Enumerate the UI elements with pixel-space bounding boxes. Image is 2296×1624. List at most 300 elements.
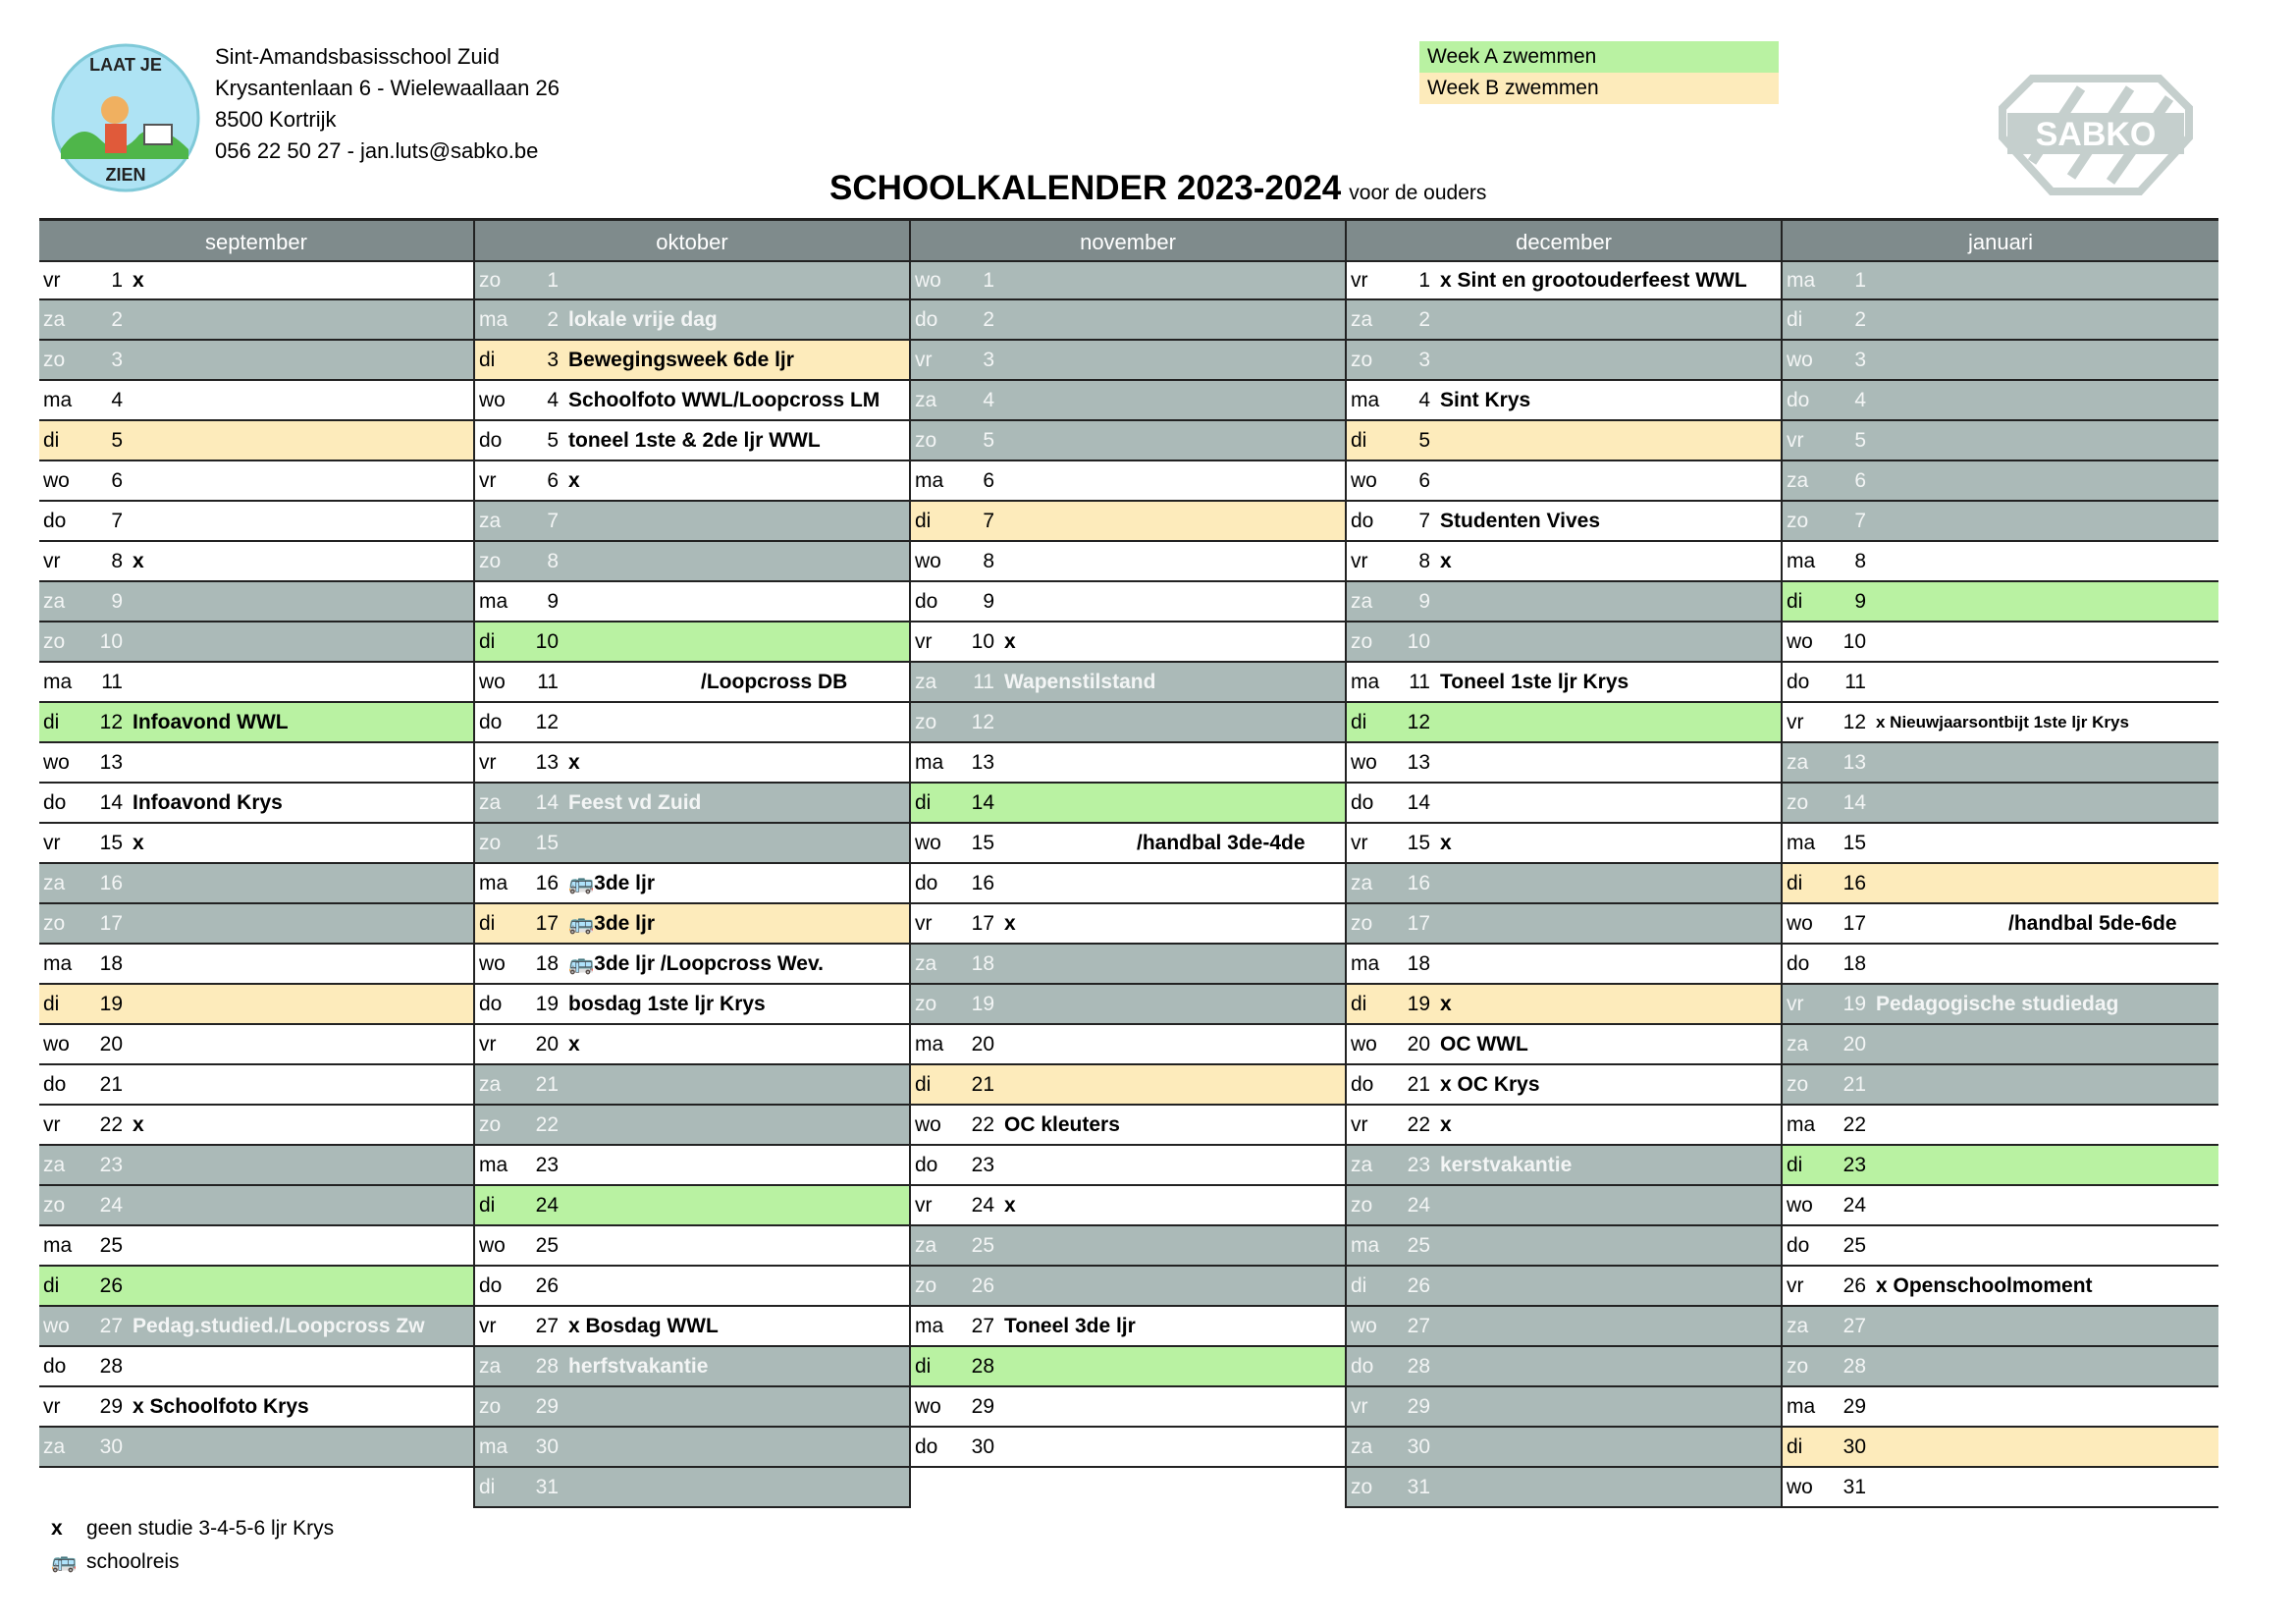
day-number: 5 (983, 428, 994, 452)
day-row (1783, 502, 2218, 542)
day-row (39, 985, 473, 1025)
day-name: di (43, 710, 60, 733)
day-number: 11 (973, 670, 994, 693)
day-row (39, 1347, 473, 1387)
day-event: Bewegingsweek 6de ljr (568, 348, 794, 371)
day-name: zo (1787, 790, 1809, 814)
day-row (475, 945, 909, 985)
day-number: 3 (983, 348, 994, 371)
month-header: november (911, 218, 1345, 260)
day-number: 19 (1407, 992, 1430, 1015)
day-row (911, 1347, 1345, 1387)
day-row (1783, 864, 2218, 904)
day-name: wo (1351, 468, 1377, 492)
day-row (1347, 381, 1781, 421)
day-row (39, 1106, 473, 1146)
day-name: ma (915, 750, 944, 774)
day-row (1783, 784, 2218, 824)
day-row (475, 341, 909, 381)
day-name: do (479, 710, 503, 733)
day-number: 13 (971, 750, 994, 774)
day-name: vr (43, 831, 61, 854)
day-name: zo (915, 710, 937, 733)
day-row (1347, 542, 1781, 582)
day-number: 30 (535, 1435, 559, 1458)
day-name: za (479, 1354, 502, 1378)
day-name: zo (1351, 1193, 1373, 1217)
day-name: di (915, 509, 932, 532)
day-number: 6 (1418, 468, 1430, 492)
day-name: do (43, 790, 67, 814)
school-info (215, 41, 560, 167)
day-number: 29 (535, 1394, 559, 1418)
day-name: ma (1351, 388, 1380, 411)
day-name: vr (479, 1032, 497, 1056)
day-row (475, 1387, 909, 1428)
day-name: ma (43, 670, 73, 693)
day-name: vr (43, 549, 61, 572)
day-number: 27 (535, 1314, 559, 1337)
day-row (1783, 1106, 2218, 1146)
day-number: 14 (971, 790, 994, 814)
day-row (475, 904, 909, 945)
page-title (829, 169, 1486, 208)
day-number: 7 (1418, 509, 1430, 532)
day-name: ma (1787, 831, 1816, 854)
day-number: 9 (111, 589, 123, 613)
day-number: 25 (971, 1233, 994, 1257)
day-row (475, 582, 909, 623)
day-name: za (1351, 307, 1373, 331)
day-number: 26 (99, 1273, 123, 1297)
day-name: wo (915, 268, 941, 292)
day-name: vr (1351, 268, 1368, 292)
day-name: do (1787, 1233, 1810, 1257)
day-name: wo (1787, 629, 1813, 653)
day-name: di (479, 911, 496, 935)
legend (51, 1512, 334, 1579)
day-number: 20 (971, 1032, 994, 1056)
day-name: ma (915, 468, 944, 492)
day-row (1783, 1468, 2218, 1508)
day-number: 18 (1407, 951, 1430, 975)
day-name: zo (479, 1394, 502, 1418)
day-event: x (1004, 629, 1016, 653)
day-row (39, 1065, 473, 1106)
day-number: 22 (1842, 1112, 1866, 1136)
day-row (39, 703, 473, 743)
day-name: wo (915, 831, 941, 854)
day-number: 16 (1407, 871, 1430, 894)
day-number: 11 (1409, 670, 1430, 693)
day-number: 3 (1854, 348, 1866, 371)
day-row (1347, 421, 1781, 461)
day-row (39, 381, 473, 421)
day-row (1347, 945, 1781, 985)
day-row (1347, 1146, 1781, 1186)
day-name: zo (479, 831, 502, 854)
day-row (1783, 1267, 2218, 1307)
day-row (1783, 824, 2218, 864)
day-row (911, 623, 1345, 663)
day-row (1347, 985, 1781, 1025)
day-event: herfstvakantie (568, 1354, 709, 1378)
day-event: 🚌3de ljr (568, 871, 656, 894)
day-name: do (1787, 388, 1810, 411)
day-row (1347, 1468, 1781, 1508)
day-row (475, 1267, 909, 1307)
day-name: zo (1351, 629, 1373, 653)
day-row (1783, 1065, 2218, 1106)
school-city: 8500 Kortrijk (215, 107, 337, 132)
day-name: wo (1787, 1193, 1813, 1217)
day-name: di (1787, 307, 1803, 331)
day-number: 13 (1842, 750, 1866, 774)
day-name: zo (1351, 1475, 1373, 1498)
day-row (1347, 1106, 1781, 1146)
day-name: di (43, 992, 60, 1015)
day-number: 19 (535, 992, 559, 1015)
day-name: zo (43, 629, 66, 653)
day-name: vr (1351, 1394, 1368, 1418)
day-name: zo (1787, 1354, 1809, 1378)
day-name: ma (479, 1153, 508, 1176)
day-event: x (1440, 549, 1452, 572)
day-number: 22 (99, 1112, 123, 1136)
day-name: di (1787, 589, 1803, 613)
day-row (1347, 461, 1781, 502)
day-number: 6 (1854, 468, 1866, 492)
day-name: ma (1351, 670, 1380, 693)
day-name: za (1351, 589, 1373, 613)
day-row (1347, 824, 1781, 864)
day-name: vr (915, 348, 933, 371)
day-number: 14 (535, 790, 559, 814)
day-number: 26 (1407, 1273, 1430, 1297)
day-row (475, 1468, 909, 1508)
day-name: do (915, 1435, 938, 1458)
day-row (911, 1307, 1345, 1347)
day-name: di (479, 629, 496, 653)
day-row (1347, 1387, 1781, 1428)
day-name: vr (915, 911, 933, 935)
day-row (475, 703, 909, 743)
day-number: 6 (111, 468, 123, 492)
day-number: 4 (547, 388, 559, 411)
day-number: 17 (1842, 911, 1866, 935)
day-name: ma (1787, 1394, 1816, 1418)
day-number: 10 (99, 629, 123, 653)
day-name: do (479, 1273, 503, 1297)
day-number: 10 (1842, 629, 1866, 653)
day-name: wo (43, 468, 70, 492)
day-name: wo (915, 549, 941, 572)
day-row (475, 502, 909, 542)
day-name: za (43, 871, 66, 894)
day-number: 13 (99, 750, 123, 774)
day-row (1783, 582, 2218, 623)
day-name: vr (43, 1394, 61, 1418)
day-number: 9 (983, 589, 994, 613)
day-row (475, 864, 909, 904)
day-row (1347, 623, 1781, 663)
day-name: di (915, 790, 932, 814)
day-number: 18 (971, 951, 994, 975)
month-column-oktober (475, 218, 911, 1508)
day-number: 25 (99, 1233, 123, 1257)
day-name: do (43, 1354, 67, 1378)
day-number: 9 (547, 589, 559, 613)
day-number: 16 (535, 871, 559, 894)
day-name: ma (1787, 268, 1816, 292)
day-row (911, 300, 1345, 341)
month-column-september (39, 218, 475, 1508)
day-row (475, 260, 909, 300)
week-a-label: Week A zwemmen (1419, 41, 1779, 73)
day-row (39, 461, 473, 502)
day-name: do (43, 509, 67, 532)
day-name: za (479, 509, 502, 532)
day-name: zo (43, 1193, 66, 1217)
day-row (911, 1025, 1345, 1065)
sabko-logo (1993, 69, 2199, 196)
day-row (911, 864, 1345, 904)
day-row (1347, 864, 1781, 904)
month-header: december (1347, 218, 1781, 260)
day-name: zo (1351, 911, 1373, 935)
day-row (1783, 904, 2218, 945)
day-name: zo (1787, 509, 1809, 532)
day-number: 25 (1407, 1233, 1430, 1257)
day-row (911, 1065, 1345, 1106)
day-number: 15 (971, 831, 994, 854)
day-name: zo (1787, 1072, 1809, 1096)
day-name: za (1351, 1153, 1373, 1176)
day-number: 26 (971, 1273, 994, 1297)
day-number: 2 (1418, 307, 1430, 331)
day-event: 🚌3de ljr /Loopcross Wev. (568, 951, 824, 975)
day-name: za (1787, 1032, 1809, 1056)
day-number: 12 (99, 710, 123, 733)
day-name: ma (479, 589, 508, 613)
day-row (1347, 1226, 1781, 1267)
day-row (39, 1025, 473, 1065)
day-row (1783, 381, 2218, 421)
day-name: zo (915, 992, 937, 1015)
day-event: x (1440, 831, 1452, 854)
day-event: lokale vrije dag (568, 307, 718, 331)
day-row (39, 1267, 473, 1307)
day-row (475, 1428, 909, 1468)
bus-icon: 🚌 (51, 1550, 78, 1573)
day-name: vr (1787, 1273, 1804, 1297)
day-row (39, 623, 473, 663)
school-contact: 056 22 50 27 - jan.luts@sabko.be (215, 138, 539, 163)
day-number: 24 (1407, 1193, 1430, 1217)
day-event: toneel 1ste & 2de ljr WWL (568, 428, 821, 452)
day-name: zo (915, 428, 937, 452)
svg-text:ZIEN: ZIEN (105, 165, 146, 185)
day-number: 21 (1842, 1072, 1866, 1096)
day-row (911, 1146, 1345, 1186)
day-number: 6 (547, 468, 559, 492)
day-number: 7 (983, 509, 994, 532)
day-name: do (1351, 1354, 1374, 1378)
day-number: 3 (111, 348, 123, 371)
day-row (1347, 502, 1781, 542)
day-event: x OC Krys (1440, 1072, 1540, 1096)
day-name: vr (1351, 549, 1368, 572)
day-number: 4 (983, 388, 994, 411)
day-row (1347, 1307, 1781, 1347)
day-number: 19 (1842, 992, 1866, 1015)
day-name: do (1351, 509, 1374, 532)
day-row (475, 1025, 909, 1065)
day-row (39, 784, 473, 824)
day-name: do (915, 871, 938, 894)
day-event: Studenten Vives (1440, 509, 1600, 532)
day-name: do (43, 1072, 67, 1096)
day-name: ma (915, 1032, 944, 1056)
day-name: di (479, 1193, 496, 1217)
day-name: do (479, 992, 503, 1015)
day-row (1347, 703, 1781, 743)
day-number: 28 (99, 1354, 123, 1378)
day-row (1783, 461, 2218, 502)
day-number: 11 (1844, 670, 1866, 693)
day-number: 7 (111, 509, 123, 532)
day-number: 16 (971, 871, 994, 894)
day-name: ma (479, 1435, 508, 1458)
day-row (911, 421, 1345, 461)
day-row (39, 864, 473, 904)
day-row (39, 341, 473, 381)
day-event: x (1440, 992, 1452, 1015)
day-event: kerstvakantie (1440, 1153, 1573, 1176)
day-event: x Nieuwjaarsontbijt 1ste ljr Krys (1876, 712, 2129, 731)
day-row (911, 1387, 1345, 1428)
day-row (39, 1146, 473, 1186)
day-number: 21 (99, 1072, 123, 1096)
day-name: ma (479, 871, 508, 894)
day-row (475, 985, 909, 1025)
day-name: vr (915, 1193, 933, 1217)
week-legend (1419, 41, 1779, 104)
day-number: 10 (1407, 629, 1430, 653)
day-number: 19 (99, 992, 123, 1015)
month-header: oktober (475, 218, 909, 260)
day-name: di (43, 428, 60, 452)
day-row (475, 743, 909, 784)
day-row (39, 1307, 473, 1347)
month-column-januari (1783, 218, 2218, 1508)
day-number: 14 (1407, 790, 1430, 814)
school-logo (41, 41, 210, 193)
day-number: 30 (971, 1435, 994, 1458)
day-row (911, 703, 1345, 743)
day-name: wo (479, 388, 506, 411)
day-event: x (568, 1032, 580, 1056)
day-row (475, 542, 909, 582)
day-row (911, 502, 1345, 542)
day-number: 8 (1854, 549, 1866, 572)
day-row (1783, 1387, 2218, 1428)
day-number: 28 (1407, 1354, 1430, 1378)
day-row (475, 1146, 909, 1186)
day-event: Feest vd Zuid (568, 790, 702, 814)
day-number: 15 (535, 831, 559, 854)
day-name: do (1351, 790, 1374, 814)
day-number: 28 (971, 1354, 994, 1378)
day-event: x (1004, 1193, 1016, 1217)
day-number: 23 (535, 1153, 559, 1176)
day-row (911, 945, 1345, 985)
day-number: 28 (535, 1354, 559, 1378)
day-name: vr (479, 468, 497, 492)
day-name: za (1787, 468, 1809, 492)
day-event: /Loopcross DB (701, 670, 848, 693)
day-number: 2 (1854, 307, 1866, 331)
day-number: 22 (1407, 1112, 1430, 1136)
day-row (911, 1106, 1345, 1146)
day-row (1347, 784, 1781, 824)
day-number: 27 (1842, 1314, 1866, 1337)
day-name: za (43, 1153, 66, 1176)
day-number: 8 (1418, 549, 1430, 572)
day-number: 4 (1418, 388, 1430, 411)
day-number: 1 (547, 268, 559, 292)
day-number: 16 (1842, 871, 1866, 894)
day-number: 14 (1842, 790, 1866, 814)
day-name: ma (915, 1314, 944, 1337)
day-row (1347, 1428, 1781, 1468)
day-number: 13 (1407, 750, 1430, 774)
day-name: vr (43, 268, 61, 292)
title-main: SCHOOLKALENDER 2023-2024 (829, 169, 1342, 207)
day-number: 4 (111, 388, 123, 411)
day-name: za (43, 307, 66, 331)
day-number: 3 (1418, 348, 1430, 371)
day-row (475, 1226, 909, 1267)
day-row (911, 582, 1345, 623)
day-number: 30 (1842, 1435, 1866, 1458)
day-row (1347, 1267, 1781, 1307)
day-event: Sint Krys (1440, 388, 1531, 411)
day-row (1783, 1307, 2218, 1347)
day-row (911, 1186, 1345, 1226)
day-row (39, 904, 473, 945)
day-row (911, 743, 1345, 784)
day-row (1347, 1025, 1781, 1065)
day-event: Infoavond WWL (133, 710, 289, 733)
day-row (1783, 743, 2218, 784)
day-event: Wapenstilstand (1004, 670, 1156, 693)
day-event: Schoolfoto WWL/Loopcross LM (568, 388, 881, 411)
calendar-grid (39, 218, 2219, 1508)
day-number: 20 (535, 1032, 559, 1056)
day-number: 23 (971, 1153, 994, 1176)
week-b-label: Week B zwemmen (1419, 73, 1779, 104)
day-row (1347, 300, 1781, 341)
day-row (39, 502, 473, 542)
day-row (911, 663, 1345, 703)
day-number: 12 (971, 710, 994, 733)
day-row (1783, 985, 2218, 1025)
day-row (1347, 1065, 1781, 1106)
day-name: zo (479, 1112, 502, 1136)
day-name: vr (1787, 710, 1804, 733)
day-name: do (915, 589, 938, 613)
